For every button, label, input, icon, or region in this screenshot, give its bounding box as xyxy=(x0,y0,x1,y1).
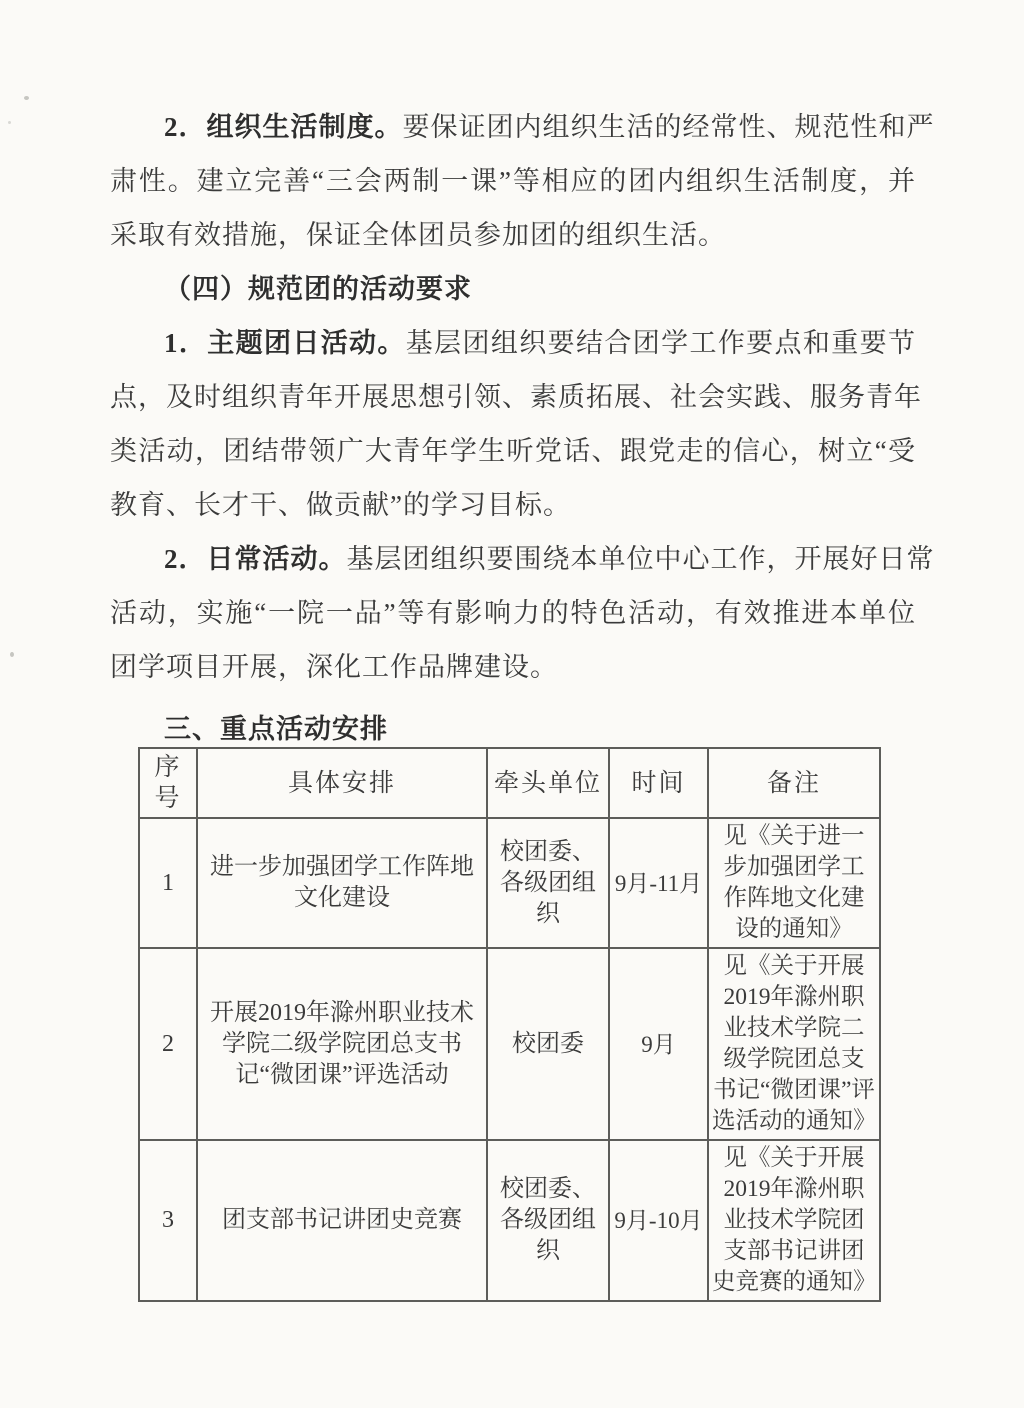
text-segment: 团学项目开展，深化工作品牌建设。 xyxy=(110,652,558,682)
text-segment: 基层团组织要围绕本单位中心工作，开展好日常 xyxy=(346,544,935,574)
column-header-arrangement: 具体安排 xyxy=(197,748,487,818)
table-cell-lead-unit: 校团委、各级团组织 xyxy=(487,1140,609,1301)
column-header-time: 时间 xyxy=(609,748,708,818)
table-cell-arrangement: 进一步加强团学工作阵地文化建设 xyxy=(197,818,487,948)
text-segment: 采取有效措施，保证全体团员参加团的组织生活。 xyxy=(110,220,726,250)
text-segment: 肃性。建立完善“三会两制一课”等相应的团内组织生活制度，并 xyxy=(110,166,916,196)
table-header-row xyxy=(139,748,880,818)
table-cell-time: 9月-11月 xyxy=(609,818,708,948)
activities-table xyxy=(138,747,881,1302)
table-cell-lead-unit: 校团委、各级团组织 xyxy=(487,818,609,948)
text-segment: 点，及时组织青年开展思想引领、素质拓展、社会实践、服务青年 xyxy=(110,382,922,412)
table-row xyxy=(139,818,880,948)
text-line xyxy=(110,208,916,262)
table-cell-index: 3 xyxy=(139,1140,197,1301)
scan-speck xyxy=(8,121,11,124)
text-line xyxy=(110,154,916,208)
text-block xyxy=(110,100,935,756)
text-segment-bold: 2．组织生活制度。 xyxy=(164,112,403,142)
table-cell-arrangement: 团支部书记讲团史竞赛 xyxy=(197,1140,487,1301)
text-line xyxy=(110,100,935,154)
text-line xyxy=(110,640,916,694)
column-header-note: 备注 xyxy=(708,748,880,818)
table-cell-time: 9月 xyxy=(609,948,708,1140)
table-cell-index: 2 xyxy=(139,948,197,1140)
text-segment-bold: （四）规范团的活动要求 xyxy=(164,274,472,304)
column-header-index: 序号 xyxy=(139,748,197,818)
text-segment: 教育、长才干、做贡献”的学习目标。 xyxy=(110,490,571,520)
table-row xyxy=(139,1140,880,1301)
table-cell-time: 9月-10月 xyxy=(609,1140,708,1301)
scan-speck xyxy=(24,96,29,100)
section-heading xyxy=(110,262,916,316)
table-body xyxy=(139,818,880,1301)
text-line xyxy=(110,316,916,370)
column-header-lead-unit: 牵头单位 xyxy=(487,748,609,818)
table-cell-note: 见《关于开展2019年滁州职业技术学院团支部书记讲团史竞赛的通知》 xyxy=(708,1140,880,1301)
text-line xyxy=(110,478,916,532)
table-row xyxy=(139,948,880,1140)
text-line xyxy=(110,532,935,586)
text-segment: 基层团组织要结合团学工作要点和重要节 xyxy=(405,328,917,358)
text-line xyxy=(110,424,916,478)
scan-speck xyxy=(10,652,14,657)
text-segment: 要保证团内组织生活的经常性、规范性和严 xyxy=(402,112,935,142)
text-segment: 活动，实施“一院一品”等有影响力的特色活动，有效推进本单位 xyxy=(110,598,916,628)
text-segment-bold: 1．主题团日活动。 xyxy=(164,328,406,358)
text-segment: 类活动，团结带领广大青年学生听党话、跟党走的信心，树立“受 xyxy=(110,436,916,466)
text-segment-bold: 2．日常活动。 xyxy=(164,544,347,574)
table-cell-arrangement: 开展2019年滁州职业技术学院二级学院团总支书记“微团课”评选活动 xyxy=(197,948,487,1140)
text-line xyxy=(110,370,922,424)
table-cell-lead-unit: 校团委 xyxy=(487,948,609,1140)
text-line xyxy=(110,586,916,640)
table-cell-index: 1 xyxy=(139,818,197,948)
table-cell-note: 见《关于进一步加强团学工作阵地文化建设的通知》 xyxy=(708,818,880,948)
table-cell-note: 见《关于开展2019年滁州职业技术学院二级学院团总支书记“微团课”评选活动的通知》 xyxy=(708,948,880,1140)
text-segment-bold: 三、重点活动安排 xyxy=(164,714,388,744)
